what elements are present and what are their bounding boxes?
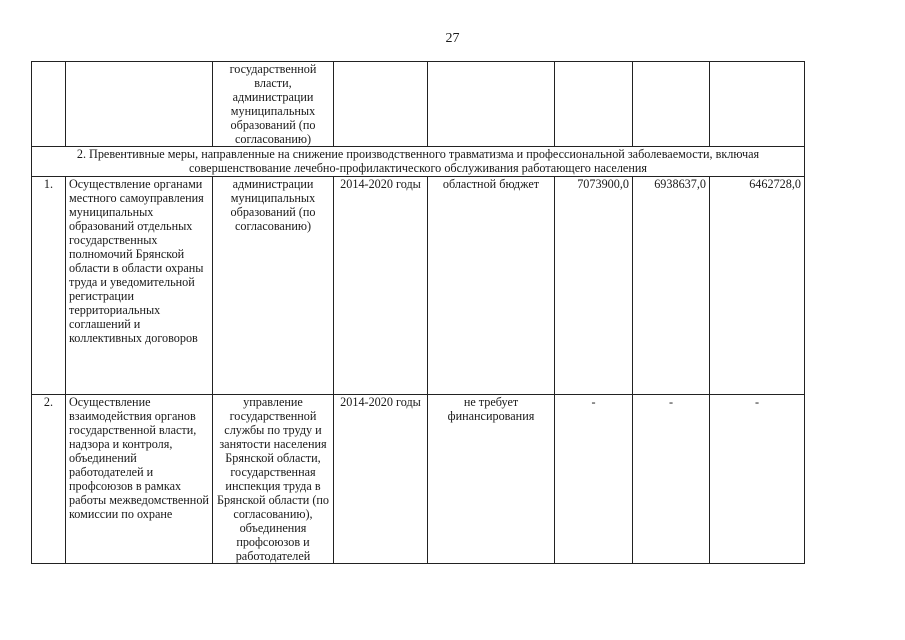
measure-term: 2014-2020 годы	[334, 177, 428, 395]
measure-executor: управление государственной службы по труду и занятости населения Брянской области, государственная инспекция труда в Брянской области (по согласованию), объединения профсоюзов и работодателей	[213, 395, 334, 564]
continuation-executor: государственной власти, администрации муниципальных образований (по согласованию)	[213, 62, 334, 147]
measure-name: Осуществление взаимодействия органов государственной власти, надзора и контроля, объединений работодателей и профсоюзов в рамках работы межведомственной комиссии по охране	[66, 395, 213, 564]
funding-value-3: 6462728,0	[710, 177, 805, 395]
funding-source: не требует финансирования	[428, 395, 555, 564]
funding-value-1: 7073900,0	[555, 177, 633, 395]
continuation-value-1-cell	[555, 62, 633, 147]
funding-source: областной бюджет	[428, 177, 555, 395]
program-measures-table	[31, 61, 805, 564]
continuation-value-3-cell	[710, 62, 805, 147]
continuation-source-cell	[428, 62, 555, 147]
section-heading-row	[32, 147, 805, 177]
measure-executor: администрации муниципальных образований (по согласованию)	[213, 177, 334, 395]
continuation-row	[32, 62, 805, 147]
table-row	[32, 177, 805, 395]
continuation-value-2-cell	[633, 62, 710, 147]
measure-name: Осуществление органами местного самоуправления муниципальных образований отдельных государственных полномочий Брянской области в области охраны труда и уведомительной регистрации территориальных соглашений и коллективных договоров	[66, 177, 213, 395]
funding-value-1: -	[555, 395, 633, 564]
measure-term: 2014-2020 годы	[334, 395, 428, 564]
funding-value-3: -	[710, 395, 805, 564]
table-row	[32, 395, 805, 564]
continuation-name-cell	[66, 62, 213, 147]
funding-value-2: -	[633, 395, 710, 564]
continuation-term-cell	[334, 62, 428, 147]
page-number: 27	[445, 31, 460, 46]
section-heading: 2. Превентивные меры, направленные на снижение производственного травматизма и профессиональной заболеваемости, включая совершенствование лечебно-профилактического обслуживания работающего населения	[32, 147, 805, 177]
funding-value-2: 6938637,0	[633, 177, 710, 395]
row-number: 1.	[32, 177, 66, 395]
continuation-num-cell	[32, 62, 66, 147]
row-number: 2.	[32, 395, 66, 564]
